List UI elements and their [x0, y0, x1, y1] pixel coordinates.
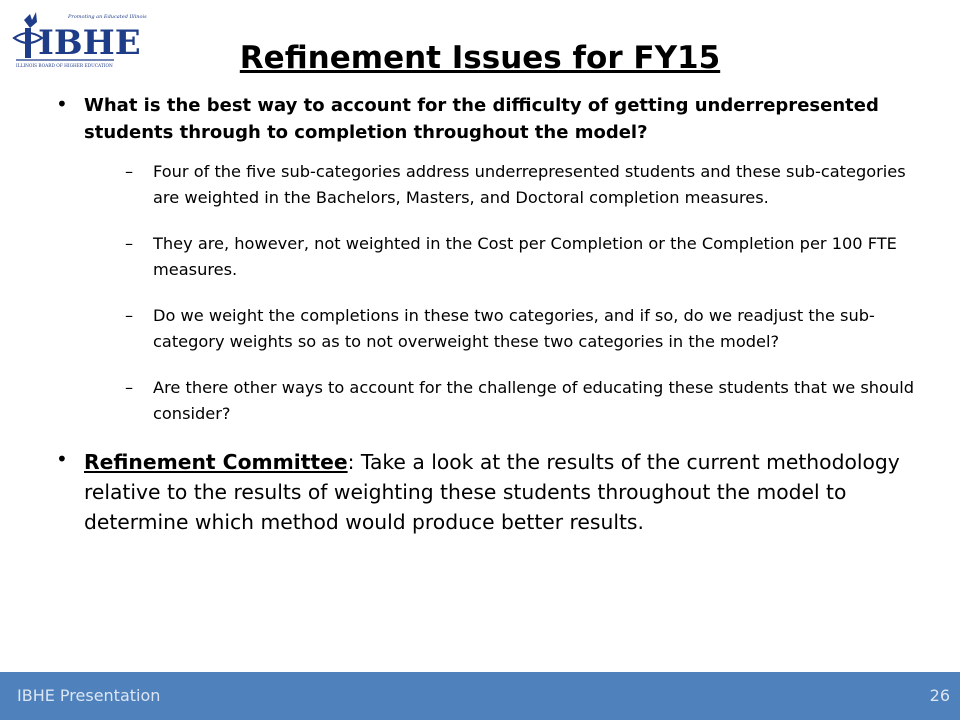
- sub-bullet-text: Do we weight the completions in these two categories, and if so, do we readjust the sub-category weights so as to not overweight these two categories in the model?: [153, 306, 875, 351]
- bullet-question-text: What is the best way to account for the difficulty of getting underrepresented students through to completion throughout the model?: [84, 95, 879, 143]
- sub-bullet-dash: –: [125, 378, 134, 397]
- sub-bullet-text: They are, however, not weighted in the Cost per Completion or the Completion per 100 FTE measures.: [153, 234, 897, 279]
- bullet-committee-text: [84, 447, 926, 537]
- torch-flame-icon: [24, 12, 37, 28]
- bullet-question: [56, 92, 926, 427]
- sub-bullet-dash: –: [125, 162, 134, 181]
- sub-bullet-text: Four of the five sub-categories address underrepresented students and these sub-categories are weighted in the Bachelors, Masters, and Doctoral completion measures.: [153, 162, 906, 207]
- logo-tagline: Promoting an Educated Illinois: [68, 14, 147, 20]
- logo-subtitle: ILLINOIS BOARD OF HIGHER EDUCATION: [16, 64, 113, 69]
- bullet-dot: •: [56, 447, 68, 471]
- sub-bullet-dash: –: [125, 306, 134, 325]
- committee-separator: :: [347, 450, 355, 474]
- sub-bullet: [96, 159, 926, 211]
- bullet-committee: [56, 447, 926, 537]
- sub-bullet-text: Are there other ways to account for the challenge of educating these students that we should consider?: [153, 378, 914, 423]
- slide-content: [56, 92, 926, 557]
- committee-label: Refinement Committee: [84, 450, 348, 474]
- sub-bullet-list: [84, 159, 926, 427]
- footer-page-number: 26: [929, 686, 950, 705]
- sub-bullet-dash: –: [125, 234, 134, 253]
- committee-body: Take a look at the results of the current methodology relative to the results of weighting these students throughout the model to determine which method would produce better results.: [84, 450, 900, 534]
- sub-bullet: [96, 303, 926, 355]
- sub-bullet: [96, 231, 926, 283]
- sub-bullet: [96, 375, 926, 427]
- slide-title: Refinement Issues for FY15: [239, 40, 721, 76]
- slide-footer: [0, 672, 960, 720]
- bullet-dot: •: [56, 92, 68, 116]
- logo-text: IBHE: [38, 23, 141, 63]
- footer-presentation-label: IBHE Presentation: [17, 686, 161, 705]
